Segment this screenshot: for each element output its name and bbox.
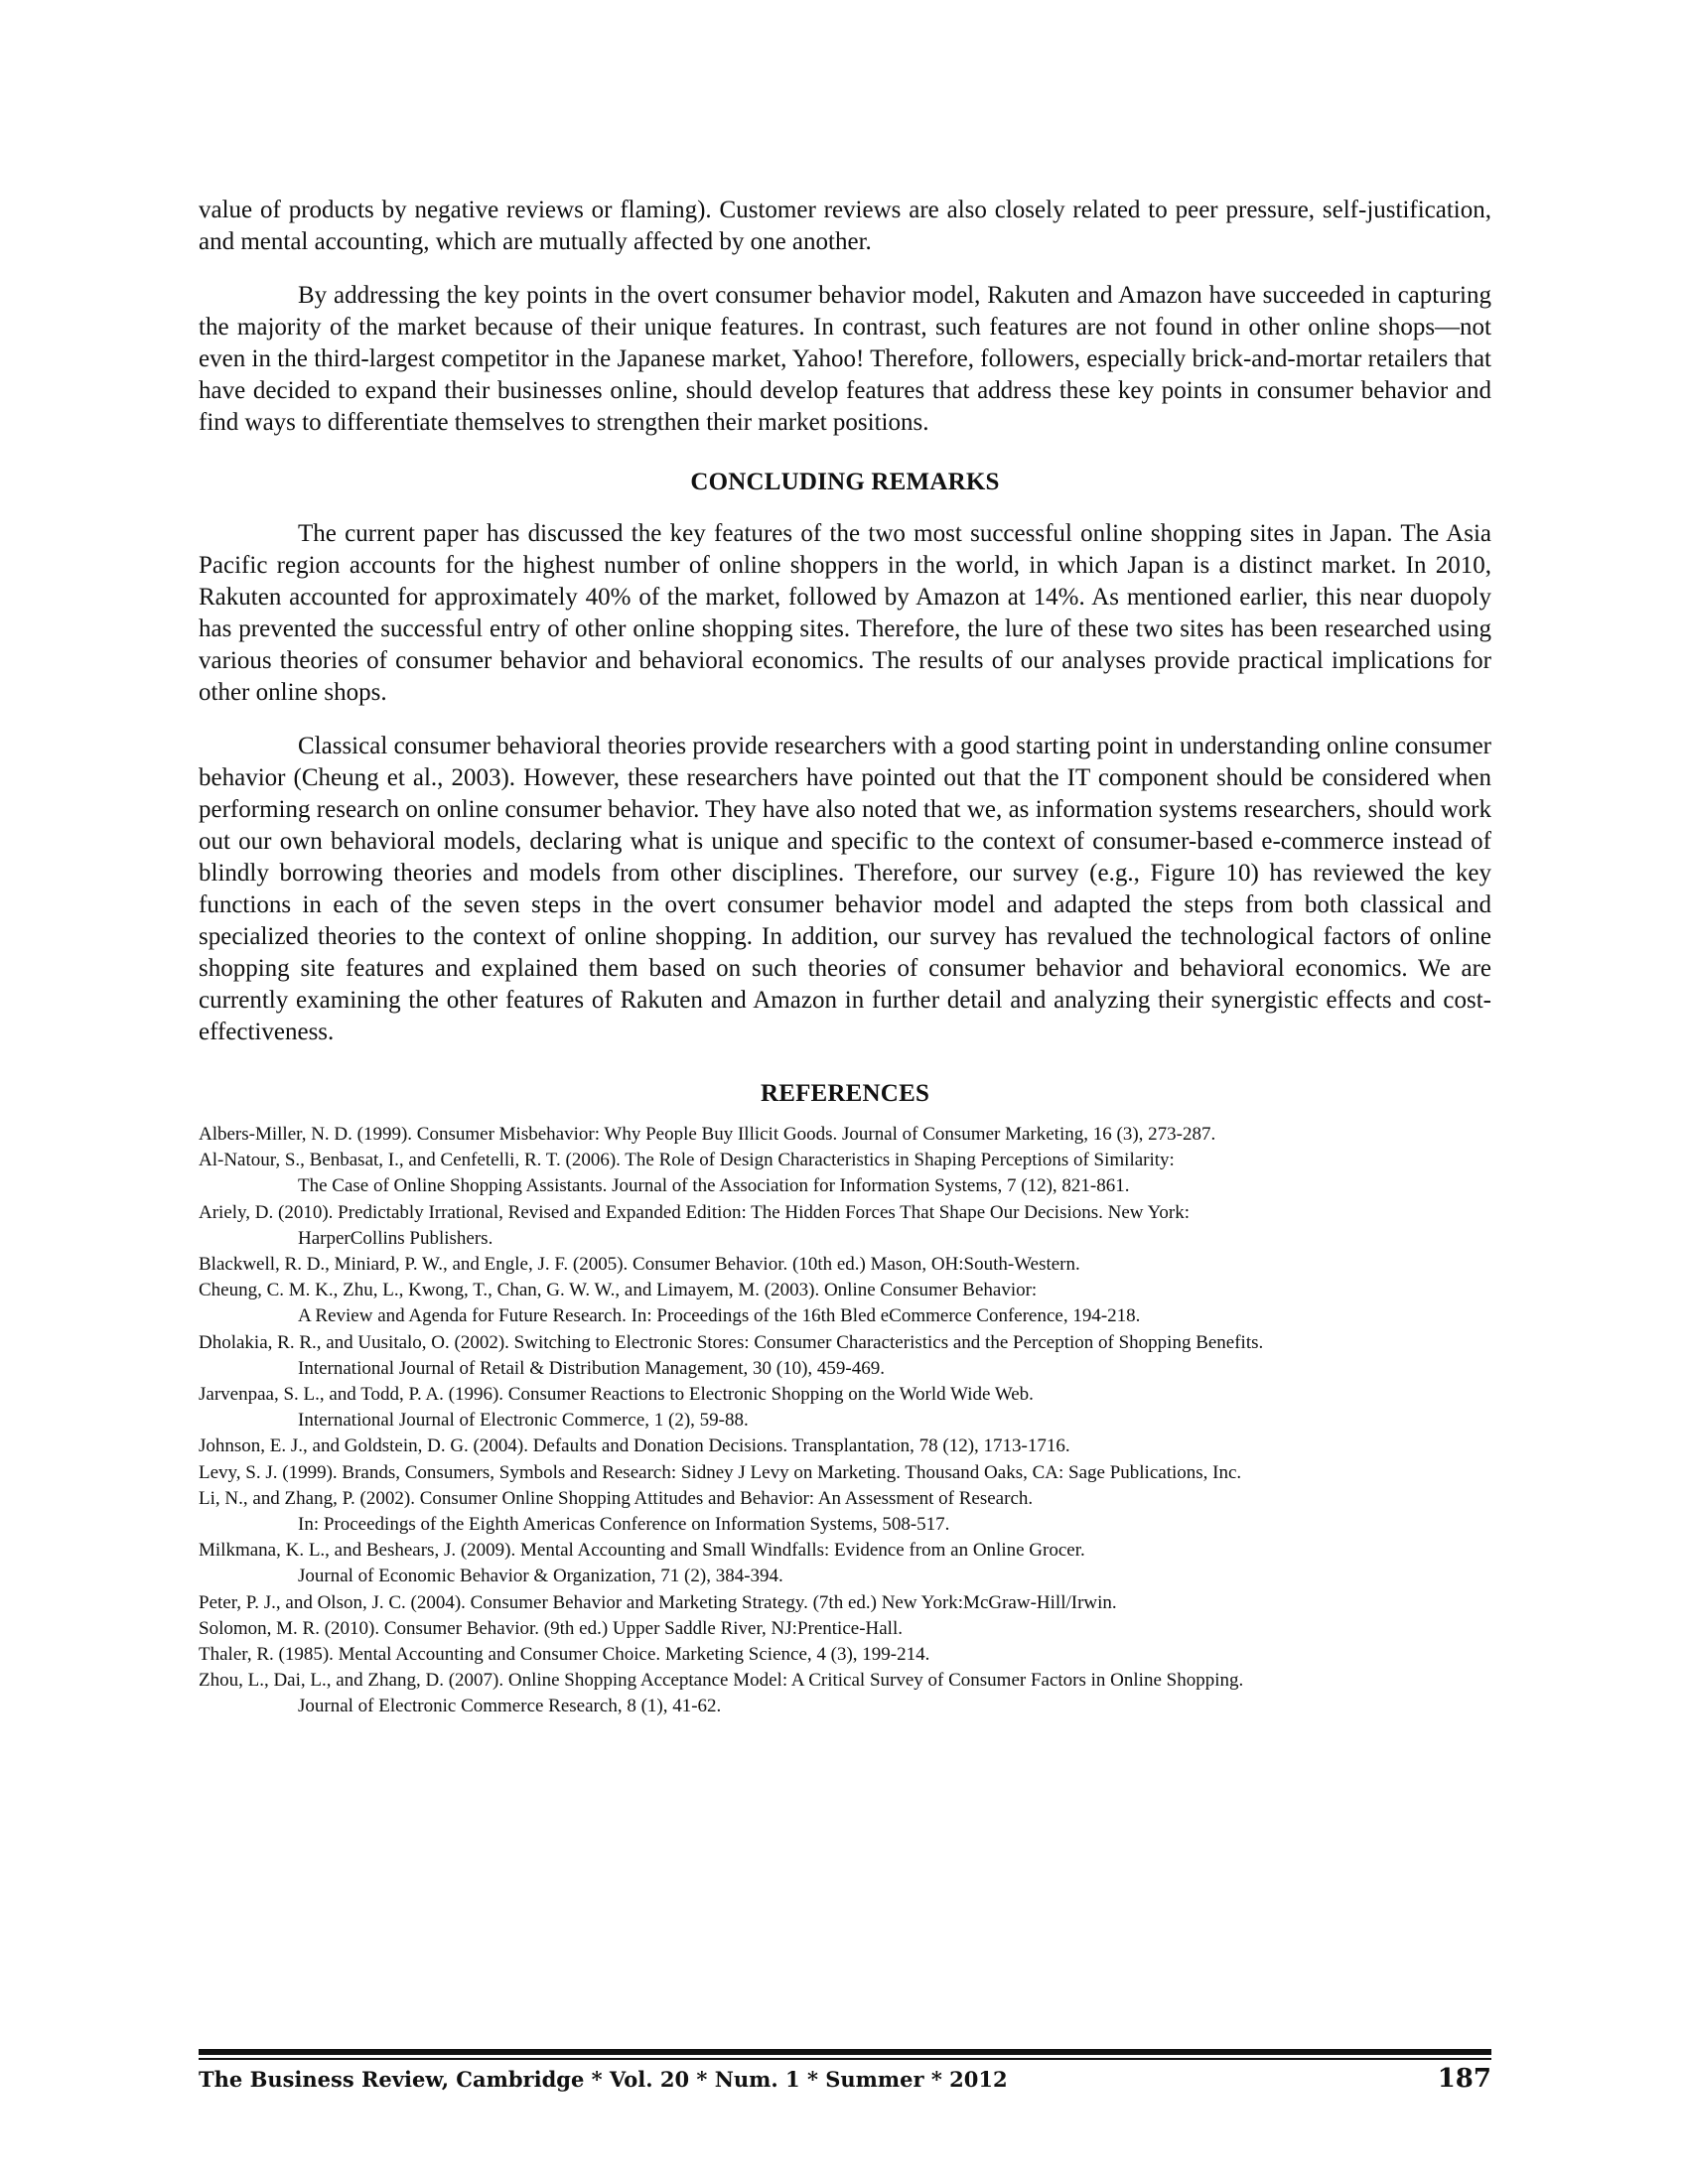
reference-item [199, 1278, 1491, 1329]
reference-line: Thaler, R. (1985). Mental Accounting and Consumer Choice. Marketing Science, 4 (3), 199-214. [199, 1644, 930, 1666]
reference-line: Blackwell, R. D., Miniard, P. W., and Engle, J. F. (2005). Consumer Behavior. (10th ed.) Mason, OH:South-Western. [199, 1254, 1080, 1276]
reference-line-continued: In: Proceedings of the Eighth Americas Conference on Information Systems, 508-517. [298, 1514, 950, 1536]
journal-citation: The Business Review, Cambridge * Vol. 20 * Num. 1 * Summer * 2012 [199, 2067, 1008, 2092]
reference-line: Li, N., and Zhang, P. (2002). Consumer Online Shopping Attitudes and Behavior: An Assessment of Research. [199, 1487, 1034, 1509]
page-number: 187 [1437, 2064, 1491, 2094]
reference-item [199, 1668, 1491, 1719]
reference-line: Jarvenpaa, S. L., and Todd, P. A. (1996). Consumer Reactions to Electronic Shopping on the World Wide Web. [199, 1384, 1034, 1406]
section-heading-references: REFERENCES [760, 1080, 930, 1107]
reference-item [199, 1486, 1491, 1538]
reference-line: Al-Natour, S., Benbasat, I., and Cenfetelli, R. T. (2006). The Role of Design Characteristics in Shaping Perceptions of Similarity: [199, 1150, 1175, 1171]
paragraph-continued: value of products by negative reviews or flaming). Customer reviews are also closely related to peer pressure, self-justification, and mental accounting, which are mutually affected by one another. [199, 197, 1491, 255]
reference-line: Dholakia, R. R., and Uusitalo, O. (2002). Switching to Electronic Stores: Consumer Characteristics and the Perception of Shopping Benefits. [199, 1331, 1264, 1353]
paragraph-concluding-summary: The current paper has discussed the key features of the two most successful online shopping sites in Japan. The Asia Pacific region accounts for the highest number of online shoppers in the world, in which Japan is a distinct market. In 2010, Rakuten accounted for approximately 40% of the market, followed by Amazon at 14%. As mentioned earlier, this near duopoly has prevented the successful entry of other online shopping sites. Therefore, the lure of these two sites has been researched using various theories of consumer behavior and behavioral economics. The results of our analyses provide practical implications for other online shops. [199, 520, 1491, 706]
reference-item [199, 1590, 1491, 1616]
reference-line: Ariely, D. (2010). Predictably Irrational, Revised and Expanded Edition: The Hidden Forces That Shape Our Decisions. New York: [199, 1201, 1191, 1223]
section-heading-concluding-remarks: CONCLUDING REMARKS [690, 469, 1000, 495]
reference-item [199, 1330, 1491, 1382]
reference-line: Albers-Miller, N. D. (1999). Consumer Misbehavior: Why People Buy Illicit Goods. Journal of Consumer Marketing, 16 (3), 273-287. [199, 1124, 1216, 1145]
reference-item [199, 1433, 1491, 1459]
reference-item [199, 1252, 1491, 1278]
footer-rule-thin [199, 2058, 1491, 2060]
page-footer [199, 2049, 1491, 2094]
reference-line: Peter, P. J., and Olson, J. C. (2004). Consumer Behavior and Marketing Strategy. (7th ed.) New York:McGraw-Hill/Irwin. [199, 1591, 1117, 1613]
footer-rule-thick [199, 2049, 1491, 2055]
reference-line: Cheung, C. M. K., Zhu, L., Kwong, T., Chan, G. W. W., and Limayem, M. (2003). Online Consumer Behavior: [199, 1280, 1038, 1301]
paragraph-concluding-theories: Classical consumer behavioral theories provide researchers with a good starting point in understanding online consumer behavior (Cheung et al., 2003). However, these researchers have pointed out that the IT component should be considered when performing research on online consumer behavior. They have also noted that we, as information systems researchers, should work out our own behavioral models, declaring what is unique and specific to the context of consumer-based e-commerce instead of blindly borrowing theories and models from other disciplines. Therefore, our survey (e.g., Figure 10) has reviewed the key functions in each of the seven steps in the overt consumer behavior model and adapted the steps from both classical and specialized theories to the context of online shopping. In addition, our survey has revalued the technological factors of online shopping site features and explained them based on such theories of consumer behavior and behavioral economics. We are currently examining the other features of Rakuten and Amazon in further detail and analyzing their synergistic effects and cost-effectiveness. [199, 733, 1491, 1045]
reference-line: Levy, S. J. (1999). Brands, Consumers, Symbols and Research: Sidney J Levy on Marketing. Thousand Oaks, CA: Sage Publications, Inc. [199, 1461, 1242, 1483]
reference-line: Johnson, E. J., and Goldstein, D. G. (2004). Defaults and Donation Decisions. Transplantation, 78 (12), 1713-1716. [199, 1435, 1070, 1457]
reference-item [199, 1148, 1491, 1199]
paragraph-key-points: By addressing the key points in the overt consumer behavior model, Rakuten and Amazon have succeeded in capturing the majority of the market because of their unique features. In contrast, such features are not found in other online shops—not even in the third-largest competitor in the Japanese market, Yahoo! Therefore, followers, especially brick-and-mortar retailers that have decided to expand their businesses online, should develop features that address these key points in consumer behavior and find ways to differentiate themselves to strengthen their market positions. [199, 282, 1491, 436]
reference-item [199, 1122, 1491, 1148]
reference-line-continued: International Journal of Retail & Distribution Management, 30 (10), 459-469. [298, 1357, 885, 1379]
reference-list [199, 1122, 1491, 1720]
reference-line: Zhou, L., Dai, L., and Zhang, D. (2007). Online Shopping Acceptance Model: A Critical Survey of Consumer Factors in Online Shopping. [199, 1670, 1244, 1692]
footer-row [199, 2064, 1491, 2094]
reference-item [199, 1616, 1491, 1642]
reference-line-continued: HarperCollins Publishers. [298, 1227, 493, 1249]
reference-item [199, 1642, 1491, 1668]
reference-line-continued: Journal of Economic Behavior & Organization, 71 (2), 384-394. [298, 1566, 783, 1587]
reference-line: Milkmana, K. L., and Beshears, J. (2009). Mental Accounting and Small Windfalls: Evidence from an Online Grocer. [199, 1540, 1085, 1562]
top-paragraphs [199, 195, 1491, 439]
reference-item [199, 1460, 1491, 1486]
reference-item [199, 1538, 1491, 1589]
page-body [199, 195, 1491, 1720]
reference-line-continued: International Journal of Electronic Commerce, 1 (2), 59-88. [298, 1410, 749, 1432]
reference-line: Solomon, M. R. (2010). Consumer Behavior. (9th ed.) Upper Saddle River, NJ:Prentice-Hall. [199, 1617, 903, 1639]
reference-line-continued: The Case of Online Shopping Assistants. Journal of the Association for Information Systems, 7 (12), 821-861. [298, 1175, 1130, 1197]
reference-item [199, 1382, 1491, 1433]
concluding-paragraphs [199, 518, 1491, 1048]
reference-item [199, 1200, 1491, 1252]
reference-line-continued: A Review and Agenda for Future Research. In: Proceedings of the 16th Bled eCommerce Conference, 194-218. [298, 1305, 1141, 1327]
reference-line-continued: Journal of Electronic Commerce Research, 8 (1), 41-62. [298, 1696, 722, 1717]
